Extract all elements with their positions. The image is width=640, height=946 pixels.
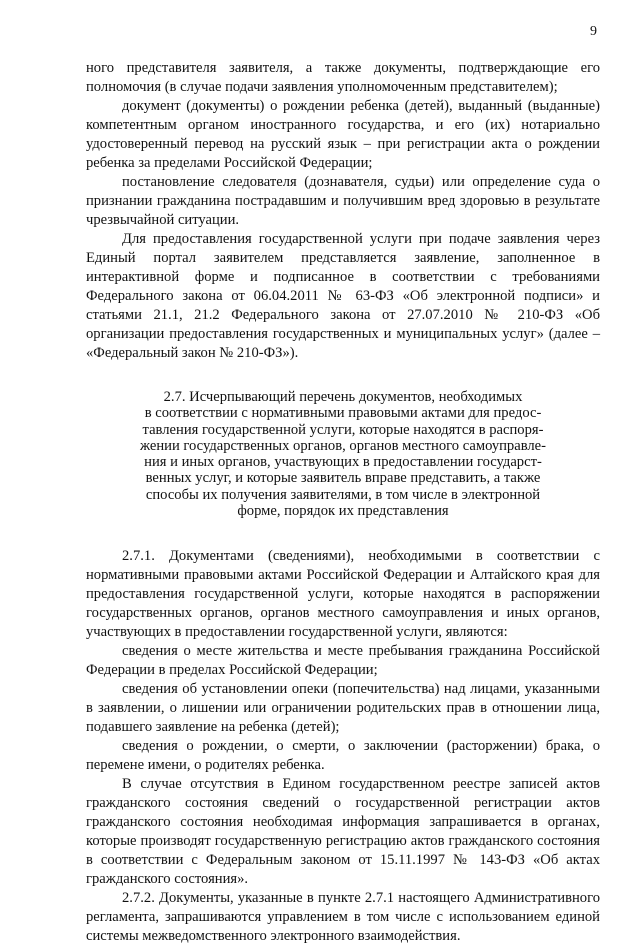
paragraph-2-7-2: 2.7.2. Документы, указанные в пункте 2.7.1 настоящего Административного регламента, запрашиваются управлением в том числе с использованием единой системы межведомственного электронного взаимодействия. — [86, 890, 600, 945]
paragraph-residence-info: сведения о месте жительства и месте пребывания гражданина Российской Федерации в пределах Российской Федерации; — [86, 643, 600, 679]
heading-line: венных услуг, и которые заявитель вправе представить, а также — [145, 470, 541, 487]
heading-line: жении государственных органов, органов местного самоуправле- — [139, 437, 547, 454]
heading-line: в соответствии с нормативными правовыми актами для предос- — [144, 405, 542, 422]
heading-line: ния и иных органов, участвующих в предоставлении государст- — [144, 454, 542, 471]
document-body — [86, 59, 600, 946]
heading-line: способы их получения заявителями, в том числе в электронной — [145, 486, 541, 503]
heading-line: форме, порядок их представления — [237, 503, 449, 520]
paragraph-registry-absence: В случае отсутствия в Едином государственном реестре записей актов гражданского состояния сведений о государственной регистрации актов гражданского состояния необходимая информация запрашивается в органах, которые производят государственную регистрацию актов гражданского состояния в соответствии с Федеральным законом от 15.11.1997 № 143-ФЗ «Об актах гражданского состояния». — [86, 776, 600, 888]
paragraph-civil-status-info: сведения о рождении, о смерти, о заключении (расторжении) брака, о перемене имени, о родителях ребенка. — [86, 738, 600, 774]
paragraph-continuation: ного представителя заявителя, а также документы, подтверждающие его полномочия (в случае подачи заявления уполномоченным представителем); — [86, 60, 600, 95]
paragraph-investigator-resolution: постановление следователя (дознавателя, судьи) или определение суда о признании гражданина пострадавшим и получившим вред здоровью в результате чрезвычайной ситуации. — [86, 174, 600, 228]
paragraph-unified-portal: Для предоставления государственной услуги при подаче заявления через Единый портал заявителем представляется заявление, заполненное в интерактивной форме и подписанное в соответствии с требованиями Федерального закона от 06.04.2011 № 63-ФЗ «Об электронной подписи» и статьями 21.1, 21.2 Федерального закона от 27.07.2010 № 210-ФЗ «Об организации предоставления государственных и муниципальных услуг» (далее – «Федеральный закон № 210-ФЗ»). — [86, 231, 600, 361]
section-heading-2-7 — [134, 389, 552, 519]
paragraph-birth-document: документ (документы) о рождении ребенка (детей), выданный (выданные) компетентным органом иностранного государства, и его (их) нотариально удостоверенный перевод на русский язык – при регистрации акта о рождении ребенка за пределами Российской Федерации; — [86, 98, 600, 171]
paragraph-2-7-1: 2.7.1. Документами (сведениями), необходимыми в соответствии с нормативными правовыми актами Российской Федерации и Алтайского края для предоставления государственной услуги, которые находятся в распоряжении государственных органов, органов местного самоуправления и иных органов, участвующих в предоставлении государственной услуги, являются: — [86, 548, 600, 641]
heading-line: тавления государственной услуги, которые находятся в распоря- — [142, 421, 544, 438]
paragraph-guardianship-info: сведения об установлении опеки (попечительства) над лицами, указанными в заявлении, о лишении или ограничении родительских прав в отношении лица, подавшего заявление на ребенка (детей); — [86, 681, 600, 736]
page-number: 9 — [590, 24, 597, 39]
heading-line: 2.7. Исчерпывающий перечень документов, необходимых — [163, 389, 523, 405]
